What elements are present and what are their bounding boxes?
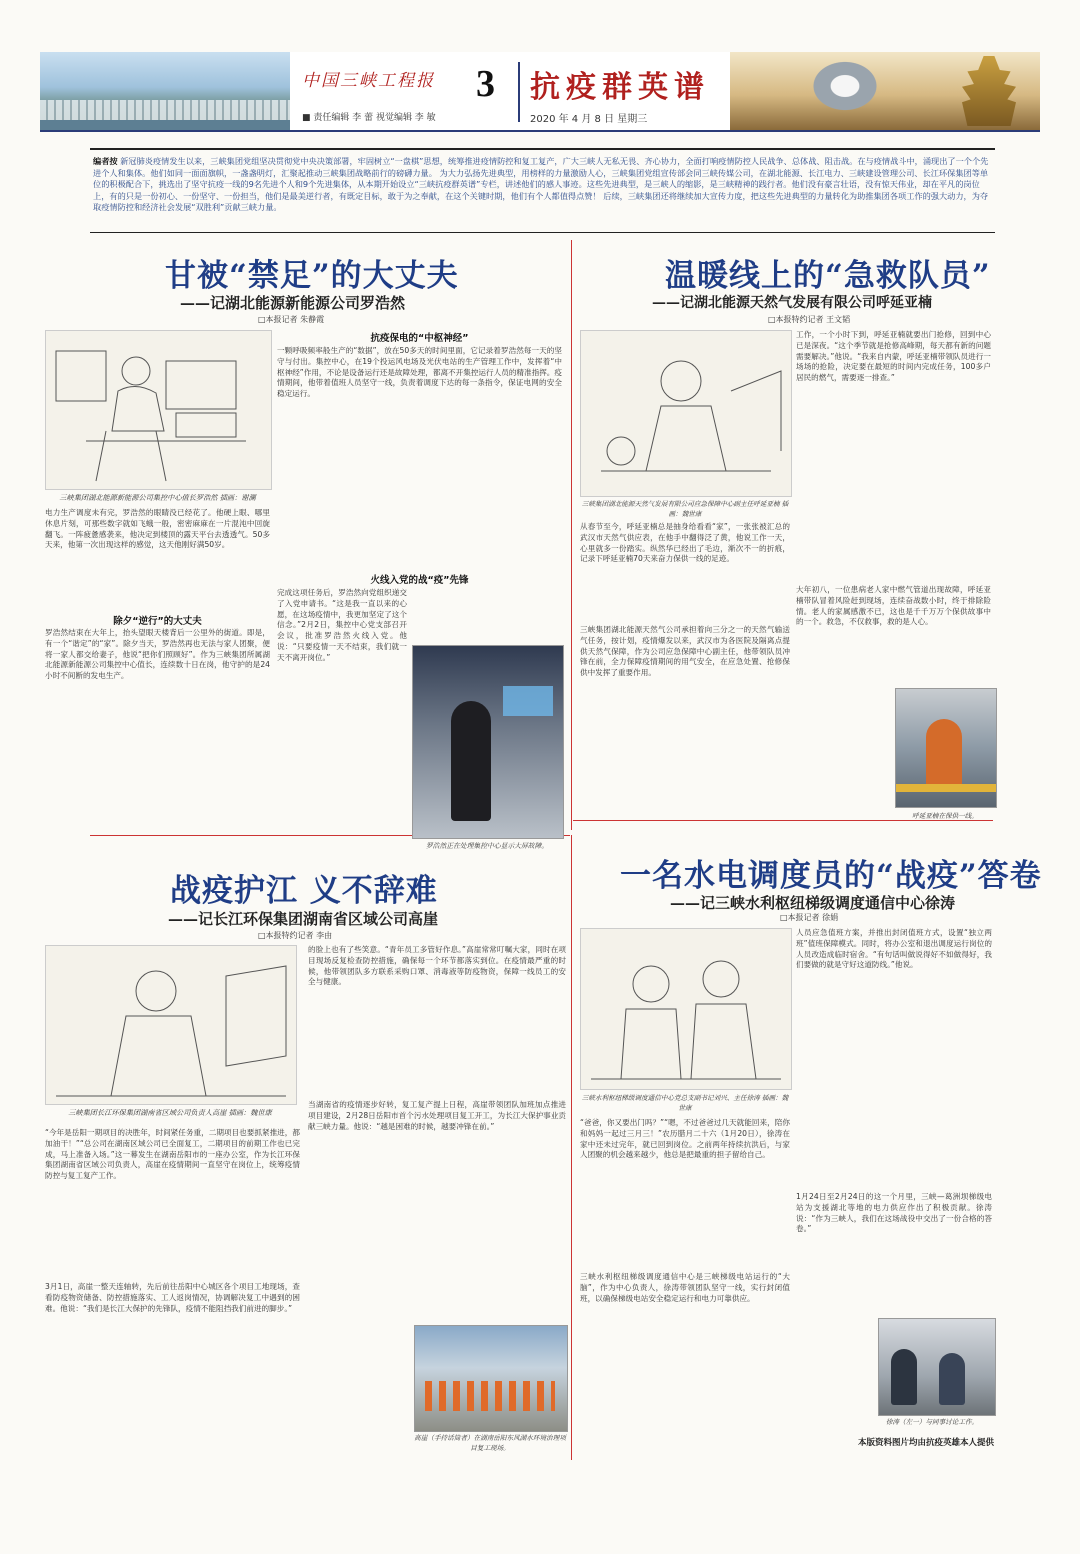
article1-body4: 完成这项任务后，罗浩然向党组织递交了入党申请书。“这是我一直以来的心愿，在这场疫情中，我更加坚定了这个信念。”2月2日，集控中心党支部召开会议，批准罗浩然火线入党。他说：“只要疫情一天不结束，我们就一天不离开岗位。” [277, 588, 407, 662]
editor-note [93, 156, 993, 224]
article1-body1: 电力生产调度未有完，罗浩然的眼睛没已经花了。他硬上眼、哪里休息片刻，可那些数字就如飞蛾一般，密密麻麻在一片混沌中回旋翻飞。一阵疲惫感袭来，他决定到楼顶的露天平台去透透气。50多天来，他第一次出现这样的感觉，这天他刚好满50岁。 [45, 508, 270, 550]
article2-byline: □本报特约记者 王文韬 [768, 315, 851, 324]
article3-sketch [45, 945, 297, 1105]
article1-subtitle2: 抗疫保电的“中枢神经” [370, 333, 469, 344]
article3-subhead: ——记长江环保集团湖南省区域公司高崖 [168, 910, 439, 928]
article1-photo-caption: 罗浩然正在处理集控中心显示大屏故障。 [425, 842, 549, 850]
article4-caption: 三峡水利枢纽梯级调度通信中心党总支副书记刘兴、主任徐涛 插画：魏世康 [581, 1094, 789, 1112]
photo-credit-note: 本版资料图片均由抗疫英雄本人提供 [858, 1438, 995, 1448]
article4-body4: 1月24日至2月24日的这一个月里，三峡—葛洲坝梯级电站为支援湖北等地的电力供应作出了积极贡献。徐涛说：“作为三峡人，我们在这场战役中交出了一份合格的答卷。” [796, 1192, 992, 1234]
intro-bottom-rule [90, 232, 995, 233]
article4-subhead: ——记三峡水利枢纽梯级调度通信中心徐涛 [670, 894, 956, 912]
paper-name: 中国三峡工程报 [302, 71, 435, 91]
article3-photo [414, 1325, 568, 1432]
article3-photo-caption: 高崖（手持话筒者）在湖南岳阳东风湖水环境治理项目复工现场。 [414, 1434, 566, 1452]
article3-headline: 战疫护江 义不辞难 [170, 873, 438, 909]
column-divider-top [571, 240, 572, 830]
article4-byline: □本报记者 徐娟 [780, 913, 839, 922]
masthead-dam-photo [40, 52, 290, 130]
masthead-divider [518, 62, 520, 122]
intro-top-rule [90, 148, 995, 150]
date-line: 2020 年 4 月 8 日 星期三 [530, 114, 648, 125]
article2-body3: 工作，一个小时下到，呼延亚楠就要出门抢修，回到中心已是深夜。“这个季节就是抢修高峰期，每天都有新的问题需要解决。”他说。“我来自内蒙，呼延亚楠带领队员进行一场场的抢险，决定要在最短的时间内完成任务，100多户居民的燃气，需要逐一排查。” [796, 330, 991, 383]
article3-body1: “今年是岳阳一期项目的决胜年，时间紧任务重，二期项目也要抓紧推进，都加油干！”“总公司在湖南区域公司已全面复工，二期项目的前期工作也已完成，马上准备入场。”这一幕发生在湖南岳阳市的一座办公室，作为长江环保集团湖南省区域公司负责人，高崖在疫情期间一直坚守在岗位上，统筹疫情防控与复工复产工作。 [45, 1128, 300, 1181]
article4-body2: 三峡水利枢纽梯级调度通信中心是三峡梯级电站运行的“大脑”，作为中心负责人，徐涛带领团队坚守一线，实行封闭值班，以确保梯级电站安全稳定运行和电力可靠供应。 [580, 1272, 790, 1303]
article4-sketch [580, 928, 792, 1090]
article2-photo-caption: 呼延亚楠在保供一线。 [912, 812, 978, 820]
article1-body3: 一颗呼吸频率般生产的“数据”，放在50多天的时间里面，它记录着罗浩然每一天的坚守与付出。集控中心，在19个投运风电场及光伏电站的生产管理工作中，发挥着“中枢神经”作用，不论是设备运行还是故障处理，都离不开集控运行人员的精准指挥。疫情期间，他带着值班人员坚守一线，负责着调度下达的每一条指令，保证电网的安全稳定运行。 [277, 346, 562, 399]
article1-byline: □本报记者 朱静霞 [258, 315, 325, 324]
article1-caption: 三峡集团湖北能源新能源公司集控中心值长罗浩然 插画：谢澜 [59, 493, 256, 502]
editor-note-p1: 新冠肺炎疫情发生以来，三峡集团党组坚决贯彻党中央决策部署，牢固树立“一盘棋”思想，统筹推进疫情防控和复工复产，广大三峡人无私无畏、齐心协力，全面打响疫情防控人民战争、总体战、阻击战。在与疫情战斗中，涌现出了一个个先进个人和集体。他们如同一面面旗帜，一盏盏明灯，汇聚起推动三峡集团战略前行的磅礴力量。 [93, 156, 989, 178]
article3-body3: 的脸上也有了些笑意。“青年员工多管好作息。”高崖常常叮嘱大家，同时在项目现场反复检查防控措施，确保每一个环节都落实到位。在疫情最严重的时候，他带领团队多方联系采购口罩、消毒液等防疫物资，保障一线员工的安全与健康。 [308, 945, 566, 987]
article2-subhead: ——记湖北能源天然气发展有限公司呼延亚楠 [652, 295, 932, 311]
editor-note-p3: 后续，三峡集团还将继续加大宣传力度，把这些先进典型的力量转化为助推集团各项工作的强大动力，为夺取疫情防控和经济社会发展“双胜利”贡献三峡力量。 [93, 190, 989, 213]
section-title: 抗疫群英谱 [530, 70, 710, 105]
article3-byline: □本报特约记者 李由 [258, 931, 333, 940]
article1-subhead: ——记湖北能源新能源公司罗浩然 [180, 294, 406, 312]
article4-headline: 一名水电调度员的“战疫”答卷 [620, 858, 1042, 894]
article1-sketch [45, 330, 272, 490]
article1-subtitle1: 除夕“逆行”的大丈夫 [113, 616, 202, 627]
masthead [40, 52, 1040, 132]
page-number: 3 [476, 63, 495, 105]
editor-note-p2: 为大力弘扬先进典型，用榜样的力量激励人心，三峡集团党组宣传部会同三峡传媒公司，在湖北能源、长江电力、三峡建设管理公司、长江环保集团等单位的积极配合下，挑选出了坚守抗疫一线的9名先进个人和9个先进集体，从本期开始设立“三峡抗疫群英谱”专栏，讲述他们的感人事迹。这些先进典型，是三峡人的缩影，是三峡精神的践行者。他们没有豪言壮语，没有惊天伟业，却在平凡的岗位上，有的只是一份初心、一份坚守、一份担当，他们是最美逆行者，有既定目标，敢于为之奉献，在这个关键时期，他们有个人都值得点赞！ [93, 167, 989, 201]
article1-body2: 罗浩然结束在大年上，抬头望眼天楼背后一公里外的街道。即是，有一个“谐定”的“家”。除夕当天，罗浩然再也无法与家人团聚，便将一家人都交给妻子，他说“把你们照顾好”。作为三峡集团所属湖北能源新能源公司集控中心值长，连续数十日在岗，他守护的是24小时不间断的发电生产。 [45, 628, 270, 681]
masthead-tower-photo [730, 52, 1040, 130]
article3-body2: 3月1日，高崖一整天连轴转，先后前往岳阳中心城区各个项目工地现场，查看防疫物资储备、防控措施落实、工人返岗情况，协调解决复工中遇到的困难。他说：“我们是长江大保护的先锋队，疫情不能阻挡我们前进的脚步。” [45, 1282, 300, 1313]
article4-body1: “爸爸，你又要出门吗？”“嗯，不过爸爸过几天就能回来，陪你和妈妈一起过三月三！”农历腊月二十六（1月20日），徐涛在家中还未过完年，就已回到岗位。之前两年持续抗洪后，与家人团聚的机会越来越少，他总是把最重的担子留给自己。 [580, 1118, 790, 1160]
article4-body3: 人员应急值班方案，并推出封闭值班方式，设置“独立两班”值班保障模式。同时，将办公室和退出调度运行岗位的人员改造成临时宿舍。“有句话叫做说得好不如做得好，我们要做的就是守好这道防线。”他说。 [796, 928, 992, 970]
article2-body1: 从春节至今，呼延亚楠总是抽身给看看“家”，一张张被汇总的武汉市天然气供应表，在他手中翻得泛了黄，他说工作一天，心里就多一份踏实。纵然华已经出了毛边，渐次不一的折痕，记录下呼延亚楠70天来奋力保供一线的足迹。 [580, 522, 790, 564]
editors-line: ■ 责任编辑 李 蕾 视觉编辑 李 敏 [302, 113, 436, 123]
article1-subtitle3: 火线入党的战“疫”先锋 [370, 575, 469, 586]
column-divider-bottom [571, 835, 572, 1460]
article2-caption: 三峡集团湖北能源天然气发展有限公司应急保障中心副主任呼延亚楠 插画：魏世康 [581, 500, 789, 518]
article4-photo [878, 1318, 996, 1416]
article2-headline: 温暖线上的“急救队员” [665, 258, 991, 294]
article4-photo-caption: 徐涛（左一）与同事讨论工作。 [885, 1418, 979, 1426]
article2-body4: 大年初八，一位患病老人家中燃气管道出现故障，呼延亚楠带队冒着风险赶到现场，连续奋战数小时，终于排除险情。老人的家属感激不已，这也是千千万万个保供故事中的一个。救急，不仅救事，救的是人心。 [796, 585, 991, 627]
article2-photo [895, 688, 997, 808]
row-divider-right [573, 820, 993, 821]
article1-photo [412, 645, 564, 839]
article2-sketch [580, 330, 792, 497]
editor-note-label: 编者按 [93, 156, 118, 166]
article3-body4: 当湖南省的疫情逐步好转，复工复产提上日程，高崖带领团队加班加点推进项目建设，2月28日岳阳市首个污水处理项目复工开工，为长江大保护事业贡献三峡力量。他说：“越是困难的时候，越要冲锋在前。” [308, 1100, 566, 1131]
article2-body2: 三峡集团湖北能源天然气公司承担着向三分之一的天然气输送气任务，按计划，疫情爆发以来，武汉市为各医院及隔离点提供天然气保障，作为公司应急保障中心副主任，他带领队员冲锋在前，全力保障疫情期间的用气安全，在应急处置、抢修保供中发挥了重要作用。 [580, 625, 790, 678]
article1-headline: 甘被“禁足”的大丈夫 [165, 258, 459, 294]
article3-caption: 三峡集团长江环保集团湖南省区域公司负责人高崖 插画：魏世康 [68, 1108, 272, 1117]
